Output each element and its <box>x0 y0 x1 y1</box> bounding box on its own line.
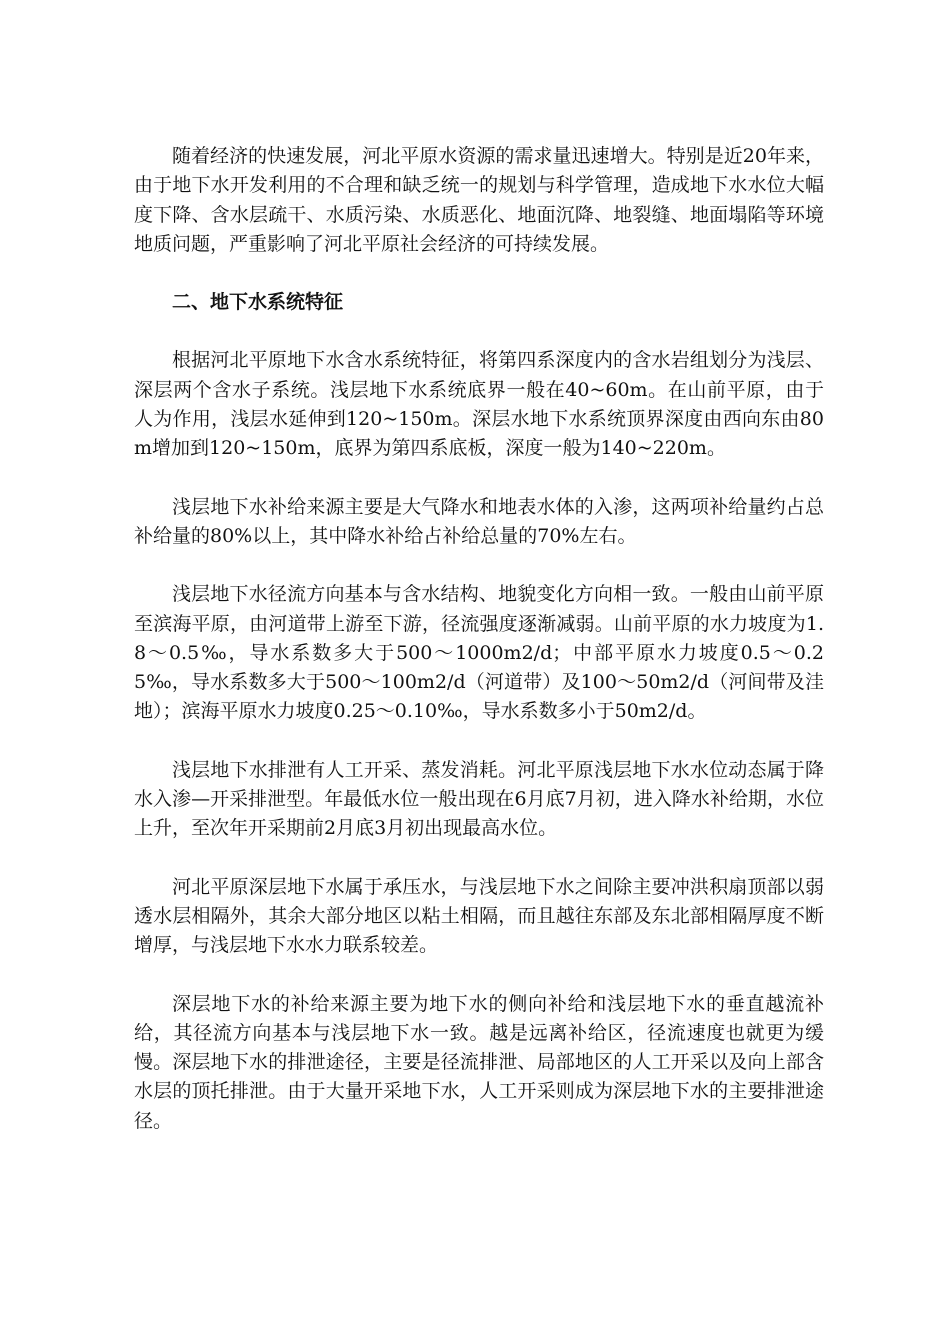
paragraph-shallow-runoff: 浅层地下水径流方向基本与含水结构、地貌变化方向相一致。一般由山前平原至滨海平原，由河道带上游至下游，径流强度逐渐减弱。山前平原的水力坡度为1.8～0.5‰，导水系数多大于500～1000m2/d；中部平原水力坡度0.5～0.25‰，导水系数多大于500～100m2/d（河道带）及100～50m2/d（河间带及洼地）；滨海平原水力坡度0.25～0.10‰，导水系数多小于50m2/d。 <box>134 583 824 723</box>
paragraph-aquifer-systems: 根据河北平原地下水含水系统特征，将第四系深度内的含水岩组划分为浅层、深层两个含水子系统。浅层地下水系统底界一般在40~60m。在山前平原，由于人为作用，浅层水延伸到120~150m。深层水地下水系统顶界深度由西向东由80m增加到120~150m，底界为第四系底板，深度一般为140~220m。 <box>134 349 824 460</box>
paragraph-deep-recharge: 深层地下水的补给来源主要为地下水的侧向补给和浅层地下水的垂直越流补给，其径流方向基本与浅层地下水一致。越是远离补给区，径流速度也就更为缓慢。深层地下水的排泄途径，主要是径流排泄、局部地区的人工开采以及向上部含水层的顶托排泄。由于大量开采地下水，人工开采则成为深层地下水的主要排泄途径。 <box>134 992 824 1132</box>
paragraph-shallow-recharge: 浅层地下水补给来源主要是大气降水和地表水体的入渗，这两项补给量约占总补给量的80%以上，其中降水补给占补给总量的70%左右。 <box>134 495 824 547</box>
paragraph-shallow-discharge: 浅层地下水排泄有人工开采、蒸发消耗。河北平原浅层地下水水位动态属于降水入渗—开采排泄型。年最低水位一般出现在6月底7月初，进入降水补给期，水位上升，至次年开采期前2月底3月初出现最高水位。 <box>134 758 824 840</box>
section-heading: 二、地下水系统特征 <box>172 291 344 314</box>
document-page <box>134 142 824 1165</box>
intro-paragraph: 随着经济的快速发展，河北平原水资源的需求量迅速增大。特别是近20年来，由于地下水开发利用的不合理和缺乏统一的规划与科学管理，造成地下水水位大幅度下降、含水层疏干、水质污染、水质恶化、地面沉降、地裂缝、地面塌陷等环境地质问题，严重影响了河北平原社会经济的可持续发展。 <box>134 145 824 255</box>
paragraph-deep-confined: 河北平原深层地下水属于承压水，与浅层地下水之间除主要冲洪积扇顶部以弱透水层相隔外，其余大部分地区以粘土相隔，而且越往东部及东北部相隔厚度不断增厚，与浅层地下水水力联系较差。 <box>134 875 824 957</box>
